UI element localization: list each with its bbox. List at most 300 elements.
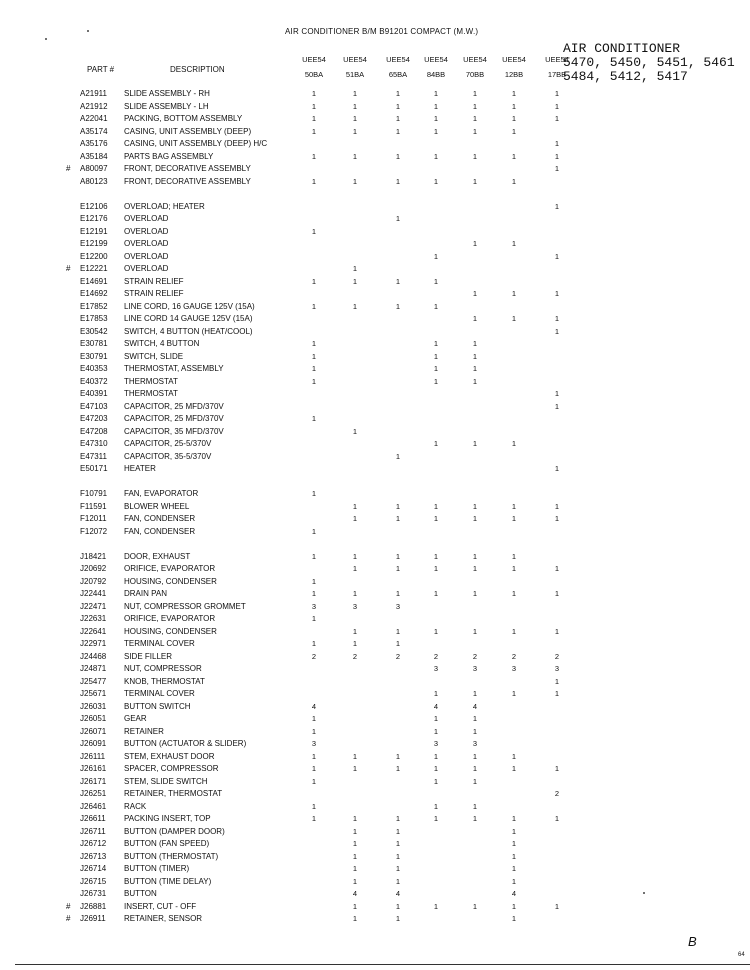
quantity-cell: 1 <box>433 101 439 111</box>
table-row <box>0 426 750 439</box>
part-number: J22971 <box>80 639 107 649</box>
quantity-cell: 1 <box>511 176 517 186</box>
quantity-cell: 1 <box>472 376 478 386</box>
part-number: J26881 <box>80 901 107 911</box>
part-number: J20792 <box>80 576 107 586</box>
table-row <box>0 251 750 264</box>
part-description: FRONT, DECORATIVE ASSEMBLY <box>124 164 251 173</box>
part-number: E12221 <box>80 264 108 274</box>
part-number: E50171 <box>80 464 108 474</box>
part-description: SWITCH, 4 BUTTON (HEAT/COOL) <box>124 326 253 336</box>
quantity-cell: 1 <box>395 514 401 524</box>
quantity-cell: 1 <box>395 176 401 186</box>
model-column-line2: 65BA <box>388 70 408 79</box>
quantity-cell: 1 <box>311 589 317 599</box>
quantity-cell: 1 <box>352 514 358 524</box>
quantity-cell: 1 <box>311 151 317 161</box>
quantity-cell: 1 <box>511 439 517 449</box>
part-description: OVERLOAD <box>124 251 169 261</box>
quantity-cell: 1 <box>433 114 439 123</box>
corner-mark: 64 <box>738 952 745 958</box>
quantity-cell: 1 <box>352 839 358 849</box>
quantity-cell: 1 <box>554 139 560 148</box>
table-row <box>0 601 750 614</box>
quantity-cell: 1 <box>554 326 560 336</box>
table-row <box>0 801 750 814</box>
part-number: J26161 <box>80 764 107 774</box>
table-row <box>0 838 750 851</box>
table-row <box>0 713 750 726</box>
part-number: A21911 <box>80 89 107 98</box>
table-row <box>0 888 750 901</box>
quantity-cell: 1 <box>511 826 517 836</box>
quantity-cell: 1 <box>311 714 317 724</box>
quantity-cell: 1 <box>352 589 358 599</box>
quantity-cell: 1 <box>472 626 478 636</box>
quantity-cell: 1 <box>311 526 317 536</box>
quantity-cell: 1 <box>395 626 401 636</box>
part-description: BUTTON (THERMOSTAT) <box>124 851 219 861</box>
part-description: BUTTON (TIME DELAY) <box>124 876 212 886</box>
quantity-cell: 1 <box>395 451 401 461</box>
quantity-cell: 1 <box>433 714 439 724</box>
part-number: E40372 <box>80 376 108 386</box>
part-number: J26171 <box>80 776 107 786</box>
quantity-cell: 1 <box>472 551 478 561</box>
model-column-line1: UEE54 <box>545 55 569 64</box>
quantity-cell: 2 <box>395 651 401 661</box>
table-row <box>0 763 750 776</box>
quantity-cell: 1 <box>395 101 401 111</box>
table-row <box>0 826 750 839</box>
bottom-rule <box>15 964 750 965</box>
new-part-marker: # <box>66 264 71 274</box>
quantity-cell: 1 <box>311 101 317 111</box>
part-description: OVERLOAD <box>124 226 169 236</box>
part-number: F11591 <box>80 501 107 511</box>
quantity-cell: 1 <box>433 589 439 599</box>
quantity-cell: 1 <box>395 764 401 774</box>
part-number: E47311 <box>80 451 107 461</box>
quantity-cell: 3 <box>511 664 517 674</box>
quantity-cell: 1 <box>352 551 358 561</box>
part-number: J25671 <box>80 689 107 699</box>
part-description: CAPACITOR, 25-5/370V <box>124 439 212 449</box>
quantity-cell: 1 <box>511 514 517 524</box>
part-description: OVERLOAD <box>124 264 169 274</box>
part-description: BLOWER WHEEL <box>124 501 190 511</box>
quantity-cell: 3 <box>352 601 358 611</box>
table-row <box>0 563 750 576</box>
quantity-cell: 1 <box>511 239 517 249</box>
quantity-cell: 1 <box>554 151 560 161</box>
part-description: OVERLOAD; HEATER <box>124 201 205 211</box>
quantity-cell: 1 <box>472 439 478 449</box>
part-number: A21912 <box>80 101 108 111</box>
part-description: BUTTON SWITCH <box>124 701 191 711</box>
part-description: DRAIN PAN <box>124 589 167 599</box>
quantity-cell: 4 <box>395 889 401 899</box>
quantity-cell: 1 <box>472 89 478 98</box>
quantity-cell: 1 <box>311 489 317 499</box>
table-row <box>0 851 750 864</box>
table-row <box>0 388 750 401</box>
table-row <box>0 663 750 676</box>
model-column-header <box>337 52 373 82</box>
quantity-cell: 1 <box>352 126 358 136</box>
part-number: J26111 <box>80 751 106 761</box>
quantity-cell: 1 <box>352 826 358 836</box>
quantity-cell: 1 <box>554 201 560 211</box>
quantity-cell: 4 <box>352 889 358 899</box>
part-description: DOOR, EXHAUST <box>124 551 191 561</box>
quantity-cell: 1 <box>554 814 560 824</box>
quantity-cell: 1 <box>472 351 478 361</box>
model-column-header <box>418 52 454 82</box>
model-column-line2: 12BB <box>504 70 524 79</box>
quantity-cell: 1 <box>554 389 560 399</box>
quantity-cell: 1 <box>511 89 517 98</box>
table-row <box>0 901 750 914</box>
table-row <box>0 138 750 151</box>
part-number: E30781 <box>80 339 108 349</box>
quantity-cell: 1 <box>472 726 478 736</box>
model-column-header <box>380 52 416 82</box>
model-column-line2: 84BB <box>426 70 446 79</box>
quantity-cell: 1 <box>433 251 439 261</box>
part-number: E47103 <box>80 401 108 411</box>
quantity-cell: 1 <box>472 501 478 511</box>
part-number: J24468 <box>80 651 107 661</box>
quantity-cell: 1 <box>352 914 358 924</box>
part-description: SIDE FILLER <box>124 651 173 661</box>
quantity-cell: 1 <box>433 351 439 361</box>
part-number: E14692 <box>80 289 108 299</box>
quantity-cell: 1 <box>472 801 478 811</box>
quantity-cell: 1 <box>311 776 317 786</box>
quantity-cell: 1 <box>433 439 439 449</box>
quantity-cell: 1 <box>433 376 439 386</box>
quantity-cell: 1 <box>311 276 317 286</box>
table-row <box>0 751 750 764</box>
table-row <box>0 213 750 226</box>
quantity-cell: 1 <box>395 214 401 224</box>
model-column-line1: UEE54 <box>343 55 367 64</box>
quantity-cell: 2 <box>554 789 560 799</box>
quantity-cell: 1 <box>433 276 439 286</box>
quantity-cell: 1 <box>554 164 560 173</box>
quantity-cell: 1 <box>311 751 317 761</box>
part-number: F12011 <box>80 514 107 524</box>
quantity-cell: 1 <box>472 314 478 324</box>
quantity-cell: 1 <box>511 126 517 136</box>
quantity-cell: 1 <box>554 289 560 299</box>
part-number: J26714 <box>80 864 107 874</box>
quantity-cell: 1 <box>395 589 401 599</box>
part-description: CASING, UNIT ASSEMBLY (DEEP) H/C <box>124 139 268 148</box>
quantity-cell: 3 <box>433 664 439 674</box>
quantity-cell: 1 <box>352 876 358 886</box>
quantity-cell: 1 <box>433 89 439 98</box>
quantity-cell: 1 <box>433 501 439 511</box>
part-description: THERMOSTAT <box>124 389 178 399</box>
quantity-cell: 1 <box>554 626 560 636</box>
part-description: CAPACITOR, 35 MFD/370V <box>124 426 224 436</box>
quantity-cell: 1 <box>395 276 401 286</box>
quantity-cell: 1 <box>472 289 478 299</box>
part-description: CASING, UNIT ASSEMBLY (DEEP) <box>124 126 252 136</box>
part-number: J22631 <box>80 614 107 624</box>
quantity-cell: 1 <box>472 564 478 574</box>
quantity-cell: 1 <box>433 726 439 736</box>
part-number: J25477 <box>80 676 107 686</box>
part-description: BUTTON (TIMER) <box>124 864 190 874</box>
part-description: PARTS BAG ASSEMBLY <box>124 151 214 161</box>
part-description: TERMINAL COVER <box>124 639 195 649</box>
part-description: NUT, COMPRESSOR GROMMET <box>124 601 246 611</box>
quantity-cell: 3 <box>554 664 560 674</box>
quantity-cell: 1 <box>472 589 478 599</box>
table-row <box>0 288 750 301</box>
table-row <box>0 688 750 701</box>
table-row <box>0 863 750 876</box>
table-row <box>0 126 750 139</box>
quantity-cell: 1 <box>311 89 317 98</box>
part-description: BUTTON (FAN SPEED) <box>124 839 210 849</box>
model-column-line1: UEE54 <box>424 55 448 64</box>
scan-speck <box>45 38 47 40</box>
table-row <box>0 351 750 364</box>
quantity-cell: 1 <box>554 514 560 524</box>
quantity-cell: 1 <box>395 501 401 511</box>
part-description: ORIFICE, EVAPORATOR <box>124 614 216 624</box>
quantity-cell: 1 <box>433 151 439 161</box>
part-description: SLIDE ASSEMBLY - RH <box>124 89 210 98</box>
quantity-cell: 1 <box>554 901 560 911</box>
quantity-cell: 1 <box>472 814 478 824</box>
table-row <box>0 738 750 751</box>
model-column-line1: UEE54 <box>302 55 326 64</box>
quantity-cell: 1 <box>511 751 517 761</box>
quantity-cell: 4 <box>311 701 317 711</box>
quantity-cell: 1 <box>311 726 317 736</box>
quantity-cell: 3 <box>433 739 439 749</box>
part-number: E17853 <box>80 314 108 324</box>
quantity-cell: 1 <box>311 339 317 349</box>
page-mark: B <box>688 934 697 949</box>
quantity-cell: 1 <box>311 576 317 586</box>
quantity-cell: 1 <box>511 864 517 874</box>
quantity-cell: 1 <box>311 226 317 236</box>
table-row <box>0 313 750 326</box>
part-number: A22041 <box>80 114 108 123</box>
part-number: E14691 <box>80 276 108 286</box>
quantity-cell: 1 <box>511 764 517 774</box>
table-row <box>0 101 750 114</box>
quantity-cell: 1 <box>472 114 478 123</box>
table-row <box>0 701 750 714</box>
quantity-cell: 1 <box>472 764 478 774</box>
quantity-cell: 1 <box>511 101 517 111</box>
part-number: J22471 <box>80 601 107 611</box>
model-column-line1: UEE54 <box>463 55 487 64</box>
table-row <box>0 326 750 339</box>
quantity-cell: 1 <box>433 689 439 699</box>
quantity-cell: 1 <box>472 689 478 699</box>
table-row <box>0 526 750 539</box>
part-description: STEM, EXHAUST DOOR <box>124 751 215 761</box>
table-row <box>0 338 750 351</box>
part-number: A80123 <box>80 176 108 186</box>
part-number: J26031 <box>80 701 107 711</box>
part-description: BUTTON (ACTUATOR & SLIDER) <box>124 739 247 749</box>
part-number: J26712 <box>80 839 107 849</box>
table-row <box>0 488 750 501</box>
table-row <box>0 163 750 176</box>
quantity-cell: 1 <box>511 689 517 699</box>
quantity-cell: 3 <box>311 601 317 611</box>
table-row <box>0 401 750 414</box>
part-description: RACK <box>124 801 147 811</box>
table-row <box>0 263 750 276</box>
part-description: CAPACITOR, 25 MFD/370V <box>124 414 224 424</box>
part-description: PACKING INSERT, TOP <box>124 814 211 824</box>
part-number: E40391 <box>80 389 108 399</box>
part-description: SWITCH, 4 BUTTON <box>124 339 200 349</box>
quantity-cell: 1 <box>511 814 517 824</box>
new-part-marker: # <box>66 164 71 173</box>
part-description: STRAIN RELIEF <box>124 289 184 299</box>
quantity-cell: 1 <box>352 501 358 511</box>
table-row <box>0 676 750 689</box>
quantity-cell: 1 <box>395 551 401 561</box>
quantity-cell: 1 <box>352 426 358 436</box>
part-number: F10791 <box>80 489 108 499</box>
quantity-cell: 1 <box>395 864 401 874</box>
quantity-cell: 2 <box>433 651 439 661</box>
part-number-header: PART # <box>87 65 115 74</box>
quantity-cell: 1 <box>352 626 358 636</box>
quantity-cell: 1 <box>352 564 358 574</box>
table-row <box>0 201 750 214</box>
quantity-cell: 1 <box>472 101 478 111</box>
part-description: FRONT, DECORATIVE ASSEMBLY <box>124 176 251 186</box>
new-part-marker: # <box>66 914 71 924</box>
quantity-cell: 1 <box>554 764 560 774</box>
table-row <box>0 176 750 189</box>
quantity-cell: 1 <box>554 314 560 324</box>
part-number: J26731 <box>80 889 107 899</box>
part-number: E30791 <box>80 351 108 361</box>
model-column-header <box>496 52 532 82</box>
quantity-cell: 1 <box>395 839 401 849</box>
table-row <box>0 413 750 426</box>
table-row <box>0 638 750 651</box>
quantity-cell: 1 <box>433 814 439 824</box>
quantity-cell: 1 <box>472 339 478 349</box>
table-row <box>0 151 750 164</box>
quantity-cell: 1 <box>433 126 439 136</box>
quantity-cell: 1 <box>554 689 560 699</box>
part-description: RETAINER <box>124 726 164 736</box>
quantity-cell: 3 <box>472 739 478 749</box>
table-row <box>0 276 750 289</box>
part-description: FAN, CONDENSER <box>124 514 196 524</box>
part-description: SWITCH, SLIDE <box>124 351 184 361</box>
part-description: FAN, CONDENSER <box>124 526 196 536</box>
model-column-header <box>539 52 575 82</box>
part-description: OVERLOAD <box>124 239 169 249</box>
part-number: J26251 <box>80 789 107 799</box>
quantity-cell: 1 <box>352 864 358 874</box>
quantity-cell: 2 <box>511 651 517 661</box>
quantity-cell: 1 <box>352 101 358 111</box>
quantity-cell: 1 <box>395 639 401 649</box>
quantity-cell: 1 <box>554 114 560 123</box>
quantity-cell: 1 <box>472 176 478 186</box>
part-number: E12106 <box>80 201 108 211</box>
quantity-cell: 1 <box>433 626 439 636</box>
table-row <box>0 501 750 514</box>
quantity-cell: 1 <box>433 339 439 349</box>
quantity-cell: 1 <box>433 801 439 811</box>
part-number: J26071 <box>80 726 107 736</box>
quantity-cell: 1 <box>433 301 439 311</box>
table-row <box>0 438 750 451</box>
part-number: E12199 <box>80 239 108 249</box>
quantity-cell: 1 <box>511 289 517 299</box>
quantity-cell: 1 <box>433 901 439 911</box>
quantity-cell: 1 <box>395 814 401 824</box>
model-column-line2: 17BB <box>547 70 567 79</box>
quantity-cell: 4 <box>472 701 478 711</box>
quantity-cell: 1 <box>352 751 358 761</box>
quantity-cell: 3 <box>472 664 478 674</box>
model-note: AIR CONDITIONER 5470, 5450, 5451, 5461 5484, 5412, 5417 <box>563 42 735 84</box>
quantity-cell: 1 <box>395 914 401 924</box>
part-description: THERMOSTAT, ASSEMBLY <box>124 364 224 374</box>
table-row <box>0 626 750 639</box>
quantity-cell: 1 <box>554 564 560 574</box>
quantity-cell: 4 <box>433 701 439 711</box>
part-number: J26091 <box>80 739 107 749</box>
part-number: E47203 <box>80 414 108 424</box>
quantity-cell: 1 <box>311 126 317 136</box>
quantity-cell: 1 <box>511 914 517 924</box>
quantity-cell: 1 <box>395 301 401 311</box>
part-number: A35176 <box>80 139 108 148</box>
quantity-cell: 1 <box>395 851 401 861</box>
part-description: STRAIN RELIEF <box>124 276 184 286</box>
part-number: J26051 <box>80 714 107 724</box>
part-description: BUTTON <box>124 889 157 899</box>
quantity-cell: 1 <box>352 301 358 311</box>
part-description: KNOB, THERMOSTAT <box>124 676 205 686</box>
part-description: INSERT, CUT - OFF <box>124 901 197 911</box>
part-description: HOUSING, CONDENSER <box>124 576 217 586</box>
part-number: J24871 <box>80 664 107 674</box>
part-number: J26715 <box>80 876 107 886</box>
quantity-cell: 1 <box>311 639 317 649</box>
part-number: A35174 <box>80 126 108 136</box>
quantity-cell: 2 <box>311 651 317 661</box>
quantity-cell: 1 <box>554 101 560 111</box>
quantity-cell: 1 <box>472 239 478 249</box>
part-description: FAN, EVAPORATOR <box>124 489 199 499</box>
quantity-cell: 1 <box>352 264 358 274</box>
part-description: THERMOSTAT <box>124 376 178 386</box>
part-number: E40353 <box>80 364 108 374</box>
